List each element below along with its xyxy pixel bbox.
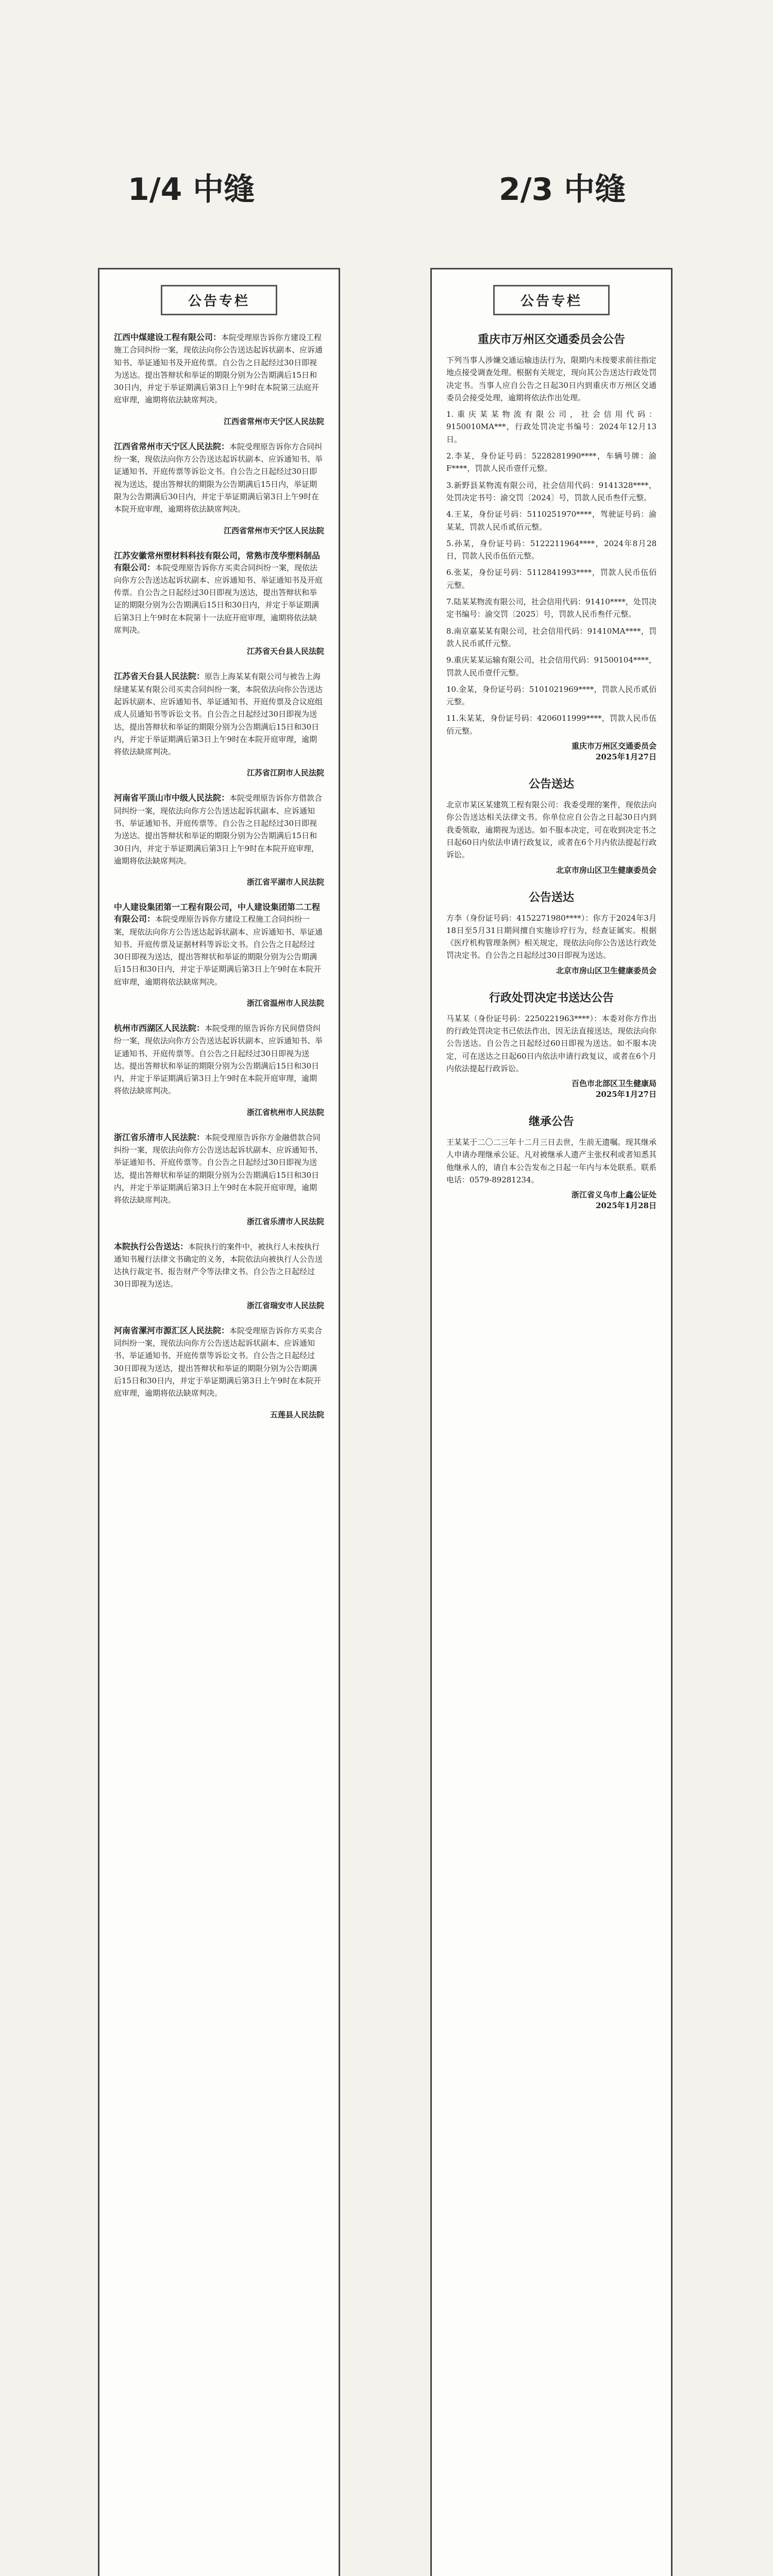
- right-notice-column: [430, 268, 673, 2576]
- notice-text: 本院执行的案件中，被执行人未按执行通知书履行法律文书确定的义务，本院依法向被执行人公告送达执行裁定书、报告财产令等法律文书。自公告之日起经过30日即视为送达。: [114, 1242, 323, 1289]
- notice-sign: 江苏省天台县人民法院: [246, 647, 324, 656]
- violation-item: 3.新野县某物流有限公司，社会信用代码：9141328****，处罚决定书号：渝交罚〔2024〕号，罚款人民币叁仟元整。: [446, 480, 657, 502]
- section-title-wanzhou: 重庆市万州区交通委员会公告: [477, 333, 625, 346]
- violation-item: 1.重庆某某物流有限公司，社会信用代码：9150010MA***，行政处罚决定书编号：2024年12月13日。: [446, 410, 657, 444]
- left-notice-column: [98, 268, 340, 2576]
- notice-block: [114, 440, 324, 516]
- notice-text: 本院受理原告诉你方金融借款合同纠纷一案，现依法向你方公告送达起诉状副本、应诉通知书、举证通知书、开庭传票等。自公告之日起经过30日即视为送达，提出答辩状和举证的期限分别为公告期满后15日和30日内，并定于举证期满后第3日上午9时在本院开庭审理，逾期将依法缺席判决。: [114, 1132, 323, 1205]
- notice-addressee: 浙江省乐清市人民法院：: [114, 1132, 205, 1142]
- violation-item: 9.重庆某某运输有限公司，社会信用代码：91500104****，罚款人民币壹仟元整。: [446, 655, 657, 677]
- notice-addressee: 中人建设集团第一工程有限公司，中人建设集团第二工程有限公司：: [114, 902, 321, 924]
- notice-block: [114, 1324, 324, 1400]
- notice-block: [114, 1131, 324, 1207]
- section-sign-service-2: 北京市房山区卫生健康委员会: [556, 965, 657, 975]
- left-notices-list: [114, 331, 324, 1420]
- section-sign-inheritance: 浙江省义乌市上鑫公证处 2025年1月28日: [571, 1190, 657, 1211]
- top-left-title: 1/4 中缝: [128, 172, 255, 208]
- notice-block: [114, 331, 324, 406]
- section-sign-penalty: 百色市北部区卫生健康局 2025年1月27日: [571, 1079, 657, 1099]
- top-right-title: 2/3 中缝: [499, 172, 626, 208]
- section-body-inheritance: 王某某于二〇二三年十二月三日去世，生前无遗嘱。现其继承人申请办理继承公证。凡对被继承人遗产主张权利或者知悉其他继承人的，请自本公告发布之日起一年内与本处联系。联系电话：0579-89281234。: [446, 1138, 657, 1185]
- right-column-heading: 公告专栏: [493, 285, 610, 315]
- section-body-wanzhou: 下列当事人涉嫌交通运输违法行为，限期内未按要求前往指定地点接受调查处理。根据有关规定，现向其公告送达行政处罚决定书。当事人应自公告之日起30日内到重庆市万州区交通委员会接受处理，逾期将依法作出处理。: [446, 355, 657, 402]
- section-body-service-2: 方李（身份证号码：4152271980****）：你方于2024年3月18日至5月31日期间擅自实施诊疗行为，经查证属实。根据《医疗机构管理条例》相关规定，现依法向你公告送达行政处罚决定书。自公告之日起经过30日即视为送达。: [446, 913, 657, 960]
- notice-addressee: 河南省漯河市源汇区人民法院：: [114, 1325, 230, 1335]
- notice-sign: 浙江省杭州市人民法院: [246, 1107, 324, 1117]
- notice-sign: 江西省常州市天宁区人民法院: [223, 416, 324, 426]
- notice-text: 本院受理原告诉你方买卖合同纠纷一案，现依法向你方公告送达起诉状副本、应诉通知书、举证通知书及开庭传票。自公告之日起经过30日即视为送达，提出答辩状和举证的期限分别为公告期满后15日和30日内，并定于举证期满后第3日上午9时在本院第十一法庭开庭审理，逾期将依法缺席判决。: [114, 563, 323, 635]
- notice-block: [114, 901, 324, 988]
- notice-sign: 浙江省平湖市人民法院: [246, 877, 324, 887]
- notice-text: 本院受理原告诉你方建设工程施工合同纠纷一案，现依法向你公告送达起诉状副本、应诉通知书、举证通知书及开庭传票。自公告之日起经过30日即视为送达。提出答辩状和举证的期限分别为公告期满后15日和30日内，并定于举证期满后第3日上午9时在本院第三法庭开庭审理，逾期将依法缺席判决。: [114, 333, 323, 405]
- section-body-penalty: 马某某（身份证号码：2250221963****）：本委对你方作出的行政处罚决定书已依法作出，因无法直接送达，现依法向你公告送达。自公告之日起经过60日即视为送达。如不服本决定，可在送达之日起60日内依法申请行政复议，或者在6个月内依法提起行政诉讼。: [446, 1013, 657, 1073]
- notice-text: 本院受理原告诉你方合同纠纷一案，现依法向你方公告送达起诉状副本、应诉通知书、举证通知书、开庭传票等诉讼文书。自公告之日起经过30日即视为送达，提出答辩状的期限为公告期满后15日内，举证期限为公告期满后30日内，并定于举证期满后第3日上午9时在本院开庭审理，逾期将依法缺席判决。: [114, 442, 323, 514]
- violation-item: 7.陆某某物流有限公司，社会信用代码：91410****，处罚决定书编号：渝交罚〔2025〕号，罚款人民币叁仟元整。: [446, 597, 657, 619]
- notice-block: [114, 791, 324, 867]
- section-body-service-1: 北京市某区某建筑工程有限公司：我委受理的案件，现依法向你公告送达相关法律文书。你单位应自公告之日起30日内到我委领取，逾期视为送达。如不服本决定，可在收到决定书之日起60日内依法申请行政复议，或者在6个月内依法提起行政诉讼。: [446, 800, 657, 860]
- notice-text: 本院受理原告诉你方买卖合同纠纷一案，现依法向你方公告送达起诉状副本、应诉通知书、举证通知书、开庭传票等诉讼文书。自公告之日起经过30日即视为送达，提出答辩状和举证的期限分别为公告期满后15日和30日内，并定于举证期满后第3日上午9时在本院开庭审理，逾期将依法缺席判决。: [114, 1326, 323, 1398]
- section-sign-wanzhou: 重庆市万州区交通委员会 2025年1月27日: [571, 741, 657, 762]
- notice-sign: 浙江省瑞安市人民法院: [246, 1300, 324, 1310]
- violation-item: 11.朱某某，身份证号码：4206011999****，罚款人民币伍佰元整。: [446, 714, 657, 736]
- notice-text: 原告上海某某有限公司与被告上海绿建某某有限公司买卖合同纠纷一案，本院依法向你公告送达起诉状副本、应诉通知书、举证通知书、开庭传票及合议庭组成人员通知书等诉讼文书。自公告之日起经过30日即视为送达，提出答辩状和举证的期限分别为公告期满后15日和30日内，并定于举证期满后第3日上午9时在本院开庭审理，逾期将依法缺席判决。: [114, 672, 323, 757]
- violation-item: 5.孙某，身份证号码：5122211964****，2024年8月28日，罚款人民币伍佰元整。: [446, 538, 657, 561]
- section-title-service-1: 公告送达: [528, 778, 574, 791]
- notice-sign: 浙江省乐清市人民法院: [246, 1216, 324, 1226]
- notice-addressee: 江苏安徽常州塑材料科技有限公司，常熟市茂华塑料制品有限公司：: [114, 550, 321, 572]
- violation-item: 4.王某，身份证号码：5110251970****，驾驶证号码：渝某某，罚款人民币贰佰元整。: [446, 510, 657, 532]
- notice-sign: 江苏省江阴市人民法院: [246, 768, 324, 778]
- notice-block: [114, 1240, 324, 1291]
- notice-sign: 浙江省温州市人民法院: [246, 998, 324, 1008]
- left-column-heading: 公告专栏: [161, 285, 277, 315]
- notice-sign: 江西省常州市天宁区人民法院: [223, 526, 324, 535]
- notice-block: [114, 1022, 324, 1097]
- notice-addressee: 河南省平顶山市中级人民法院：: [114, 793, 230, 803]
- section-sign-service-1: 北京市房山区卫生健康委员会: [556, 865, 657, 875]
- notice-text: 本院受理的原告诉你方民间借贷纠纷一案，现依法向你方公告送达起诉状副本、应诉通知书、举证通知书、开庭传票等。自公告之日起经过30日即视为送达。提出答辩状和举证的期限分别为公告期满后15日和30日内，并定于举证期满后第3日上午9时在本院开庭审理，逾期将依法缺席判决。: [114, 1023, 323, 1096]
- notice-sign: 五莲县人民法院: [270, 1410, 324, 1419]
- section-title-service-2: 公告送达: [528, 891, 574, 904]
- notice-addressee: 江苏省天台县人民法院：: [114, 671, 205, 682]
- notice-addressee: 江西中煤建设工程有限公司：: [114, 332, 222, 342]
- notice-block: [114, 549, 324, 637]
- notice-text: 本院受理原告诉你方建设工程施工合同纠纷一案，现依法向你方公告送达起诉状副本、应诉通知书、举证通知书、开庭传票及证据材料等诉讼文书。自公告之日起经过30日即视为送达，提出答辩状和举证的期限分别为公告期满后15日和30日内，并定于举证期满后第3日上午9时在本院开庭审理，逾期将依法缺席判决。: [114, 914, 323, 987]
- notice-block: [114, 670, 324, 758]
- notice-addressee: 杭州市西湖区人民法院：: [114, 1023, 205, 1033]
- violation-item: 10.金某，身份证号码：5101021969****，罚款人民币贰佰元整。: [446, 684, 657, 707]
- violation-item: 2.李某，身份证号码：5228281990****，车辆号牌：渝F****，罚款人民币壹仟元整。: [446, 451, 657, 473]
- section-title-inheritance: 继承公告: [528, 1115, 574, 1129]
- notice-addressee: 本院执行公告送达：: [114, 1241, 189, 1251]
- violation-item: 6.张某，身份证号码：5112841993****，罚款人民币伍佰元整。: [446, 568, 657, 590]
- notice-text: 本院受理原告诉你方借款合同纠纷一案，现依法向你方公告送达起诉状副本、应诉通知书、举证通知书、开庭传票等。自公告之日起经过30日即视为送达。提出答辩状和举证的期限分别为公告期满后15日和30日内，并定于举证期满后第3日上午9时在本院开庭审理，逾期将依法缺席判决。: [114, 793, 323, 866]
- violation-item: 8.南京嘉某某有限公司，社会信用代码：91410MA****，罚款人民币贰仟元整。: [446, 626, 657, 648]
- section-items-wanzhou: [446, 408, 657, 737]
- notice-addressee: 江西省常州市天宁区人民法院：: [114, 441, 230, 451]
- section-title-penalty: 行政处罚决定书送达公告: [489, 991, 614, 1005]
